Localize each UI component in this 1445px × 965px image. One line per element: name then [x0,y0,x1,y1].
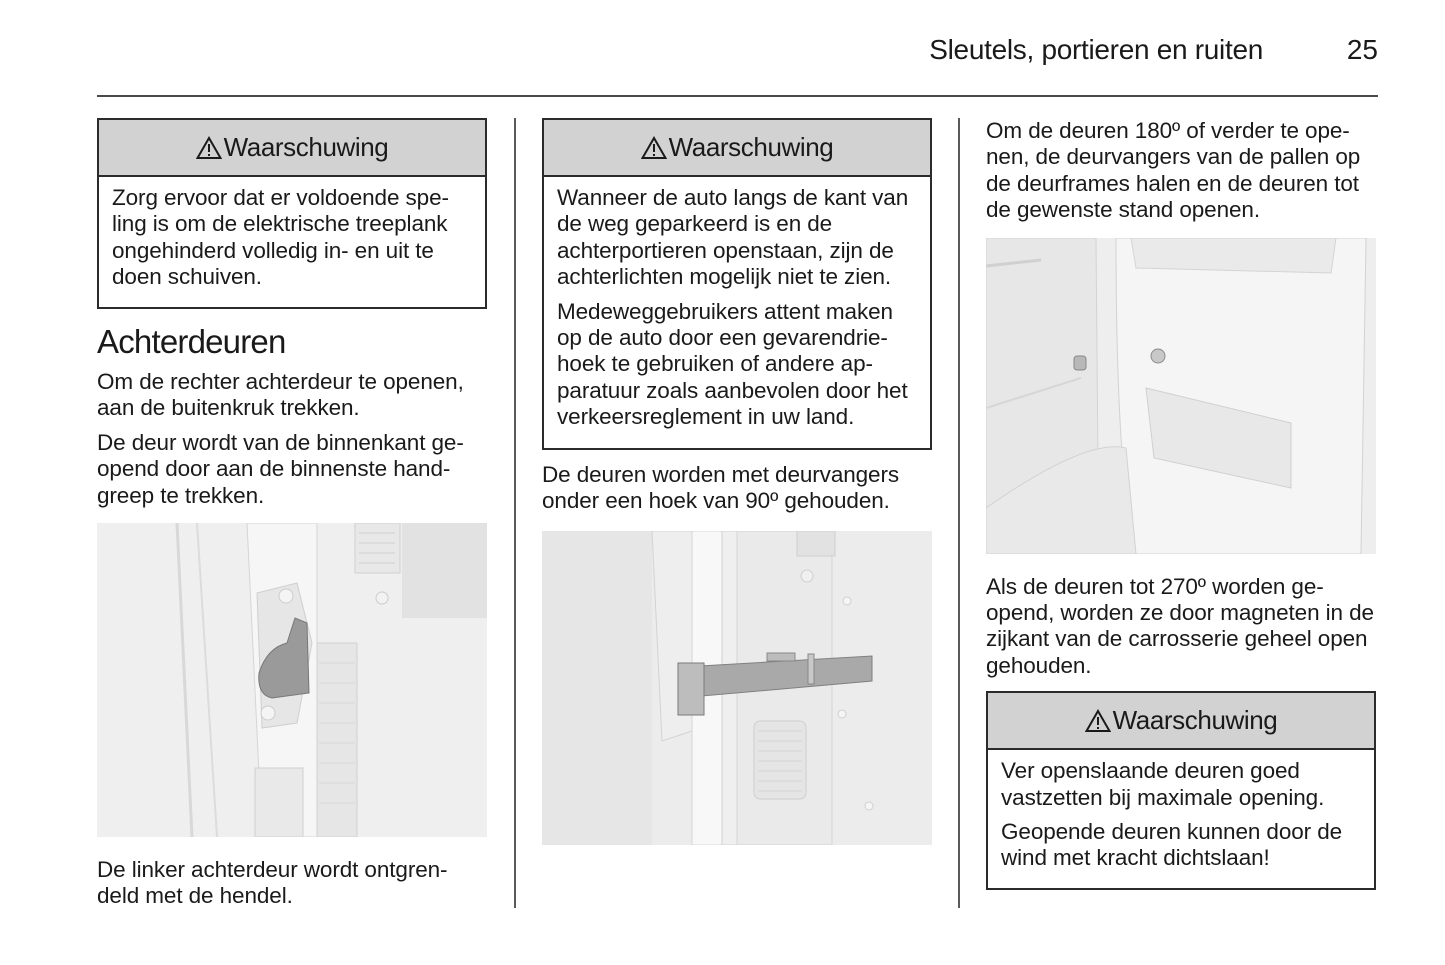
warning-header [99,120,485,177]
section-title: Achterdeuren [97,323,286,360]
warning-label: Waarschuwing [1112,705,1278,736]
warning-text: Wanneer de auto langs de kant van de weg geparkeerd is en de achterportieren openstaan, zijn de achterlichten mogelijk niet te zien. [557,185,909,290]
warning-body [544,177,930,443]
warning-header [988,693,1374,750]
warning-text: Medeweggebruikers attent maken op de auto door een gevarendrie- hoek te gebruiken of andere ap- paratuur zoals aanbevolen door het verkeersreglement in uw land. [557,298,908,430]
warning-triangle-icon [1085,709,1111,733]
body-paragraph: De deuren worden met deurvangers onder een hoek van 90º gehouden. [542,462,900,514]
page-number: 25 [1346,34,1378,65]
figure-door-magnet [986,238,1376,554]
column-divider [514,118,516,908]
warning-text: Geopende deuren kunnen door de wind met kracht dichtslaan! [1001,819,1343,871]
body-paragraph: Om de deuren 180º of verder te ope- nen, de deurvangers van de pallen op de deurframes halen en de deuren tot de gewenste stand openen. [986,118,1361,223]
warning-triangle-icon [641,136,667,160]
running-header-title: Sleutels, portieren en ruiten [929,34,1263,65]
door-magnet-illustration [986,238,1376,554]
column-1 [97,118,487,910]
warning-header [544,120,930,177]
warning-body [99,177,485,303]
warning-label: Waarschuwing [223,132,389,162]
column-2 [542,118,932,845]
warning-text: Ver openslaande deuren goed vastzetten bij maximale opening. [1001,758,1325,810]
body-paragraph: De linker achterdeur wordt ontgren- deld met de hendel. [97,857,448,909]
door-lever-illustration [97,523,487,837]
body-paragraph: De deur wordt van de binnenkant ge- opend door aan de binnenste hand- greep te trekken. [97,429,464,508]
warning-box [542,118,932,450]
warning-label: Waarschuwing [668,132,834,162]
warning-body [988,750,1374,884]
figure-door-check-strap [542,531,932,845]
warning-text: Zorg ervoor dat er voldoende spe- ling is om de elektrische treeplank ongehinderd volledig in- en uit te doen schuiven. [112,185,449,290]
header-rule [97,95,1378,97]
body-paragraph: Om de rechter achterdeur te openen, aan de buitenkruk trekken. [97,369,464,421]
door-check-strap-illustration [542,531,932,845]
column-divider [958,118,960,908]
body-paragraph: Als de deuren tot 270º worden ge- opend, worden ze door magneten in de zijkant van de carrosserie geheel open gehouden. [986,573,1374,678]
figure-door-lever [97,523,487,837]
warning-box [97,118,487,309]
warning-triangle-icon [196,136,222,160]
warning-box [986,691,1376,890]
column-3 [986,118,1376,890]
